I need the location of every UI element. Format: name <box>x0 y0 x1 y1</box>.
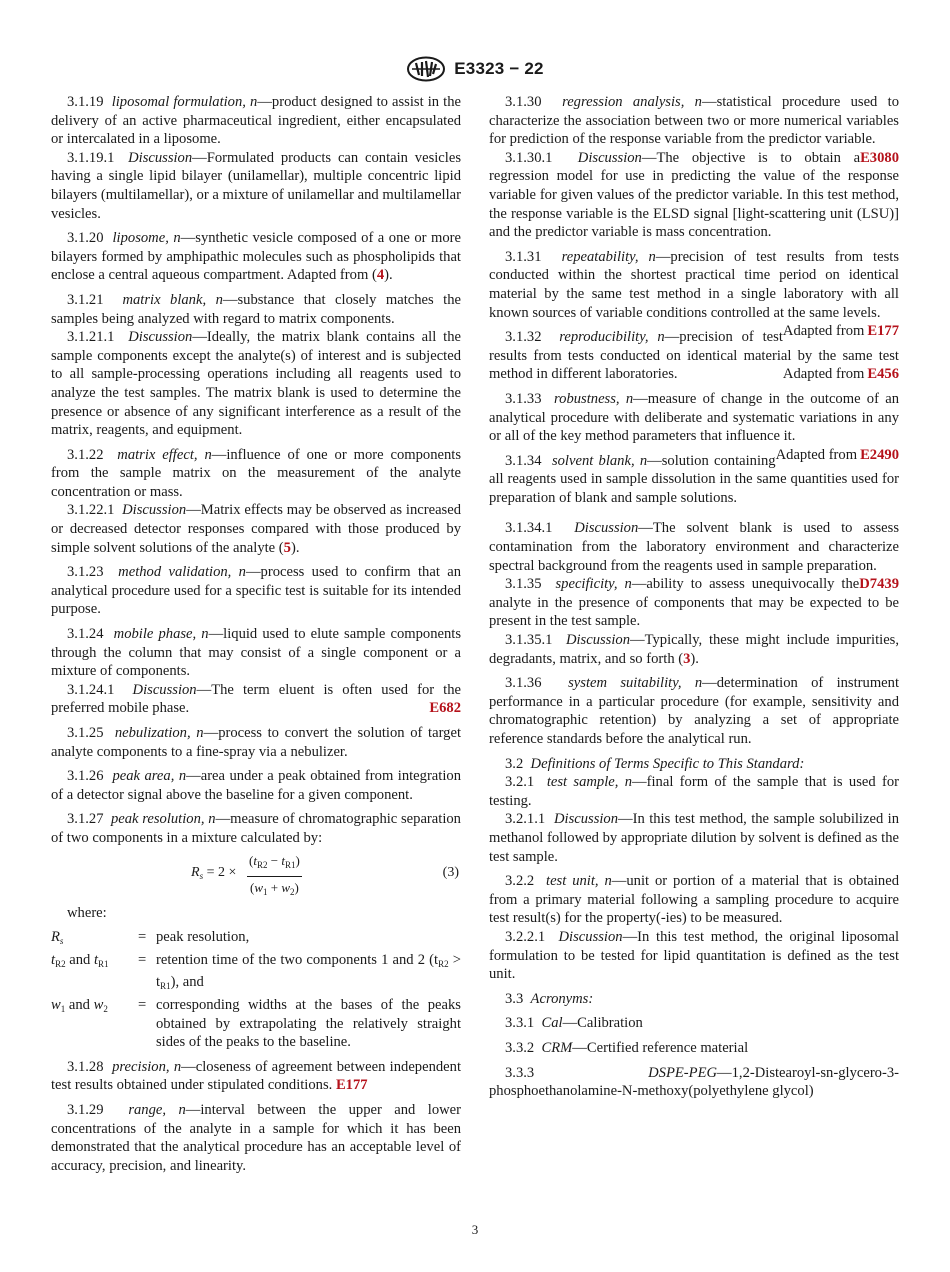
discussion-3-1-19-1: 3.1.19.1 Discussion—Formulated products can contain vesicles having a single lipid bilayer (unilamellar), multiple concentric lipid bilayers (multilamellar), or a mixture of unilamellar and multilamellar vesicles. <box>51 149 461 222</box>
acronym-3-3-1: 3.3.1 Cal—Calibration <box>505 1015 643 1032</box>
equation-fraction <box>247 852 302 902</box>
definition-3-1-21: 3.1.21 matrix blank, n—substance that closely matches the samples being analyzed with regard to matrix components. <box>51 291 461 327</box>
discussion-3-2-1-1: 3.2.1.1 Discussion—In this test method, the sample solubilized in methanol followed by appropriate dilution by solvent is defined as the test sample. <box>489 811 899 865</box>
discussion-3-1-22-1: 3.1.22.1 Discussion—Matrix effects may be observed as increased or decreased detector responses compared with those produced by simple solvent solutions of the analyte (5). <box>51 502 461 556</box>
equation-3 <box>51 852 461 896</box>
definition-3-1-30: 3.1.30 regression analysis, n—statistical procedure used to characterize the association between two or more numerical variables for prediction of the response variable from the predictor variable. E3080 <box>489 94 899 166</box>
standard-reference-link[interactable]: E177 <box>335 1077 368 1094</box>
right-column <box>489 93 899 1107</box>
definition-3-1-32: 3.1.32 reproducibility, n—precision of test results from tests conducted on identical material by the same test method in different laboratories. Adapted from E456 <box>489 329 899 383</box>
discussion-3-1-30-1: 3.1.30.1 Discussion—The objective is to obtain a regression model for use in predicting the value of the response variable for given values of the predictor variable. In this test method, the response variable is the ELSD signal [light-scattering unit (LSU)] and the predictor variable is mass concentration. <box>489 149 899 241</box>
fraction-bar <box>247 876 302 877</box>
standard-reference-link[interactable]: E682 <box>429 700 461 717</box>
discussion-3-1-35-1: 3.1.35.1 Discussion—Typically, these might include impurities, degradants, matrix, and so forth (3). <box>489 632 900 667</box>
discussion-3-1-21-1: 3.1.21.1 Discussion—Ideally, the matrix blank contains all the sample components except the analyte(s) of interest and is subjected to all sample-processing operations including all reagents used to analyze the test samples. The matrix blank is used to determine the presence or absence of any significant interference as a result of the matrix, reagents, and equipment. <box>51 329 461 439</box>
discussion-3-1-34-1: 3.1.34.1 Discussion—The solvent blank is used to assess contamination from the laboratory environment and characterize spectral background from the reagents used in sample preparation. D7439 <box>489 520 899 593</box>
left-column <box>51 93 461 1181</box>
equation-lhs: $R_s = 2$ × <box>191 864 237 881</box>
where-label: where: <box>67 904 107 921</box>
definition-3-1-28: 3.1.28 precision, n—closeness of agreement between independent test results obtained under stipulated conditions. E177 <box>51 1058 462 1094</box>
definition-3-1-23: 3.1.23 method validation, n—process used to confirm that an analytical procedure used for a specific test is suitable for its intended purpose. <box>51 564 461 618</box>
page-header <box>0 56 950 82</box>
reference-link[interactable]: 5 <box>283 539 291 556</box>
acronym-3-3-3: 3.3.3 DSPE-PEG—1,2-Distearoyl-sn-glycero-3-phosphoethanolamine-N-methoxy(polyethylene glycol) <box>489 1064 899 1100</box>
standard-reference-link[interactable]: E3080 <box>860 149 899 166</box>
acronym-3-3-2: 3.3.2 CRM—Certified reference material <box>505 1039 749 1056</box>
section-3-2-heading: 3.2 Definitions of Terms Specific to This Standard: <box>505 755 805 772</box>
definition-3-1-20: 3.1.20 liposome, n—synthetic vesicle composed of a one or more bilayers formed by amphipathic molecules such as phospholipids that enclose a central aqueous compartment. Adapted from (4). <box>51 230 462 284</box>
where-row: $t_{R2}$ and $t_{R1}$ = retention time of the two components 1 and 2 $(t_{R2} > t_{R1})$, and <box>51 951 462 992</box>
page-number: 3 <box>471 1222 479 1237</box>
definition-3-1-34: 3.1.34 solvent blank, n—solution containing all reagents used in sample dissolution in the same quantities used for preparation of blank and sample solutions. <box>489 452 899 506</box>
where-row: $w_1$ and $w_2$ = corresponding widths at the bases of the peaks obtained by extrapolating the relatively straight sides of the peaks to the baseline. <box>51 996 461 1051</box>
equation-denominator: $(w_1 + w_2)$ <box>249 880 299 898</box>
section-3-3-heading: 3.3 Acronyms: <box>505 990 594 1007</box>
standard-reference-link[interactable]: E2490 <box>860 446 899 463</box>
equation-number: (3) <box>442 864 459 880</box>
standard-reference-link[interactable]: E456 <box>867 366 899 383</box>
definition-3-1-35: 3.1.35 specificity, n—ability to assess unequivocally the analyte in the presence of components that may be expected to be present in the test sample. <box>489 576 899 630</box>
definition-3-1-27: 3.1.27 peak resolution, n—measure of chromatographic separation of two components in a mixture calculated by: <box>51 811 461 846</box>
definition-3-1-24: 3.1.24 mobile phase, n—liquid used to elute sample components through the column that may consist of a single component or a mixture of components. <box>51 626 461 680</box>
equation-numerator: $(t_{R2} - t_{R1})$ <box>249 852 300 870</box>
standard-designation: E3323 − 22 <box>454 59 544 78</box>
definition-3-1-22: 3.1.22 matrix effect, n—influence of one or more components from the sample matrix on the measurement of the analyte concentration or mass. <box>51 446 461 500</box>
discussion-3-1-24-1: 3.1.24.1 Discussion—The term eluent is often used for the preferred mobile phase. E682 <box>51 681 461 717</box>
definition-3-1-31: 3.1.31 repeatability, n—precision of test results from tests conducted within the shortest practical time period on identical material by the same test method in a single laboratory with all known sources of variable conditions controlled at the same levels. Adapted from E177 <box>489 248 900 340</box>
astm-logo-icon <box>406 56 446 82</box>
definition-3-2-1: 3.2.1 test sample, n—final form of the sample that is used for testing. <box>489 774 899 809</box>
definition-3-2-2: 3.2.2 test unit, n—unit or portion of a material that is obtained from a primary material following a sampling procedure to acquire test result(s) for the property(-ies) to be measured. <box>489 873 899 927</box>
discussion-3-2-2-1: 3.2.2.1 Discussion—In this test method, the original liposomal formulation to be tested for lipid quantitation is defined as the test unit. <box>489 928 899 983</box>
reference-link[interactable]: 3 <box>683 650 691 667</box>
reference-link[interactable]: 4 <box>376 267 385 284</box>
definition-3-1-25: 3.1.25 nebulization, n—process to convert the solution of target analyte components to a fine-spray via a nebulizer. <box>51 725 462 760</box>
definition-3-1-36: 3.1.36 system suitability, n—determination of instrument performance in a particular procedure (for example, sensitivity and chromatographic retention) by analyzing a set of appropriate reference standards before the analytical run. <box>489 675 899 747</box>
definition-3-1-33: 3.1.33 robustness, n—measure of change in the outcome of an analytical procedure with deliberate and systematic variations in any or all of the key method parameters that influence it. Adapted from E2490 <box>489 390 899 463</box>
where-row: $R_s$ = peak resolution, <box>51 929 250 947</box>
definition-3-1-29: 3.1.29 range, n—interval between the upper and lower concentrations of the analyte in a sample for which it has been demonstrated that the analytical procedure has an acceptable level of accuracy, precision, and linearity. <box>51 1101 461 1174</box>
standard-reference-link[interactable]: D7439 <box>859 576 899 593</box>
standard-reference-link[interactable]: E177 <box>867 323 899 340</box>
definition-3-1-19: 3.1.19 liposomal formulation, n—product designed to assist in the delivery of an active pharmaceutical ingredient, either encapsulated or intercalated in a liposome. <box>51 94 462 148</box>
definition-3-1-26: 3.1.26 peak area, n—area under a peak obtained from integration of a detector signal above the baseline for a given component. <box>51 768 461 803</box>
